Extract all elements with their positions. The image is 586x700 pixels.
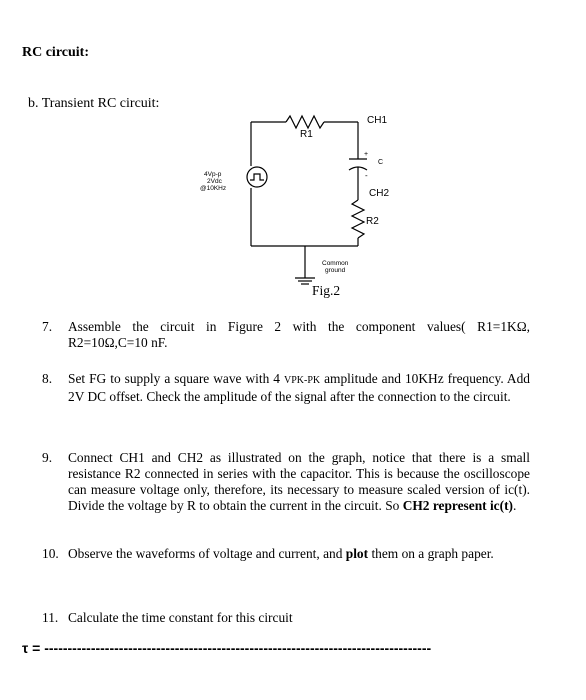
source-spec-line1: 4Vp-p (204, 171, 222, 178)
label-c-minus: - (365, 171, 368, 180)
resistor-r1 (286, 116, 324, 128)
source-spec-line2: 2Vdc (207, 178, 222, 185)
list-item-7: 7. Assemble the circuit in Figure 2 with the component values( R1=1KΩ, R2=10Ω,C=10 nF. (42, 319, 530, 350)
list-item-11: 11. Calculate the time constant for this circuit (42, 610, 293, 625)
function-generator-symbol (247, 167, 267, 187)
subsection-heading: b. Transient RC circuit: (28, 96, 160, 111)
tau-answer-line: τ = ----------------------------------------------------------------------------------- (22, 640, 432, 656)
label-r2: R2 (366, 216, 379, 227)
rc-circuit-figure (0, 0, 586, 300)
ground-label-line1: Common (322, 260, 349, 267)
list-item-8: 8. Set FG to supply a square wave with 4 VPK-PK amplitude and 10KHz frequency. Add 2V DC offset. Check the amplitude of the signal after the connection to the circuit. (42, 371, 530, 404)
source-spec-line3: @10KHz (200, 185, 227, 192)
ground-label-line2: ground (325, 267, 346, 274)
section-heading: RC circuit: (22, 45, 89, 60)
label-c-plus: + (364, 151, 369, 158)
label-ch2: CH2 (369, 188, 390, 199)
resistor-r2 (352, 200, 364, 238)
list-item-9: 9. Connect CH1 and CH2 as illustrated on the graph, notice that there is a small resistance R2 connected in series with the capacitor. This is because the oscilloscope can measure voltage only, therefore, its necessary to measure scaled version of ic(t). Divide the voltage by R to obtain the current in the circuit. So CH2 represent ic(t). (42, 450, 530, 513)
label-ch1: CH1 (367, 115, 388, 126)
label-c: C (378, 159, 384, 166)
list-item-10: 10. Observe the waveforms of voltage and current, and plot them on a graph paper. (42, 546, 494, 561)
label-r1: R1 (300, 129, 313, 140)
figure-caption: Fig.2 (312, 283, 341, 298)
